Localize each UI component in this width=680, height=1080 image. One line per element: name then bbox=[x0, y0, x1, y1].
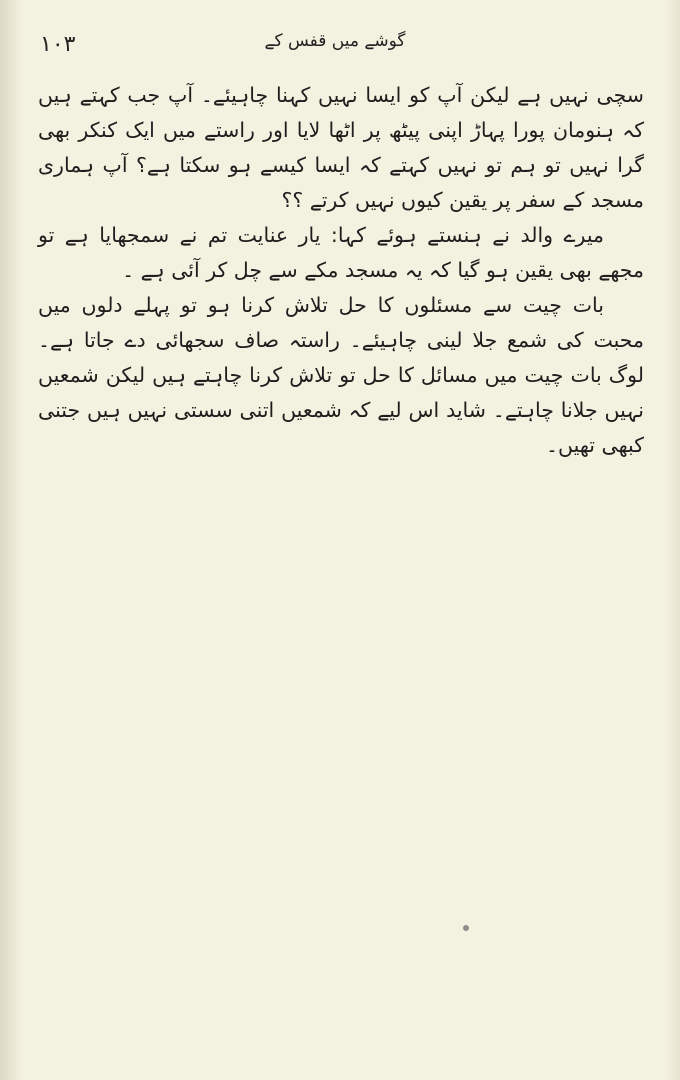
running-title: گوشے میں قفس کے bbox=[264, 31, 406, 51]
paragraph-1: سچی نہیں ہے لیکن آپ کو ایسا نہیں کہنا چاہیئے۔ آپ جب کہتے ہیں کہ ہنومان پورا پہاڑ اپنی پیٹھ پر اٹھا لایا اور راستے میں ایک کنکر بھی گرا نہیں تو ہم تو نہیں کہتے کہ ایسا کیسے ہو سکتا ہے؟ آپ ہماری مسجد کے سفر پر یقین کیوں نہیں کرتے ؟؟ bbox=[38, 83, 644, 212]
body-text bbox=[38, 78, 644, 463]
page-gutter-shadow bbox=[0, 0, 22, 1080]
paragraph-3: بات چیت سے مسئلوں کا حل تلاش کرنا ہو تو پہلے دلوں میں محبت کی شمع جلا لینی چاہیئے۔ راستہ صاف سجھائی دے جاتا ہے۔ لوگ بات چیت میں مسائل کا حل تو تلاش کرنا چاہتے ہیں لیکن شمعیں نہیں جلانا چاہتے۔ شاید اس لیے کہ شمعیں اتنی سستی نہیں ہیں جتنی کبھی تھیں۔ bbox=[38, 293, 644, 457]
page-edge bbox=[666, 0, 680, 1080]
paragraph-2: میرے والد نے ہنستے ہوئے کہا: یار عنایت تم نے سمجھایا ہے تو مجھے بھی یقین ہو گیا کہ یہ مسجد مکے سے چل کر آئی ہے ۔ bbox=[38, 223, 644, 282]
paper-speck bbox=[463, 925, 469, 931]
page-header bbox=[30, 28, 640, 62]
page-number: ١٠٣ bbox=[40, 32, 76, 57]
